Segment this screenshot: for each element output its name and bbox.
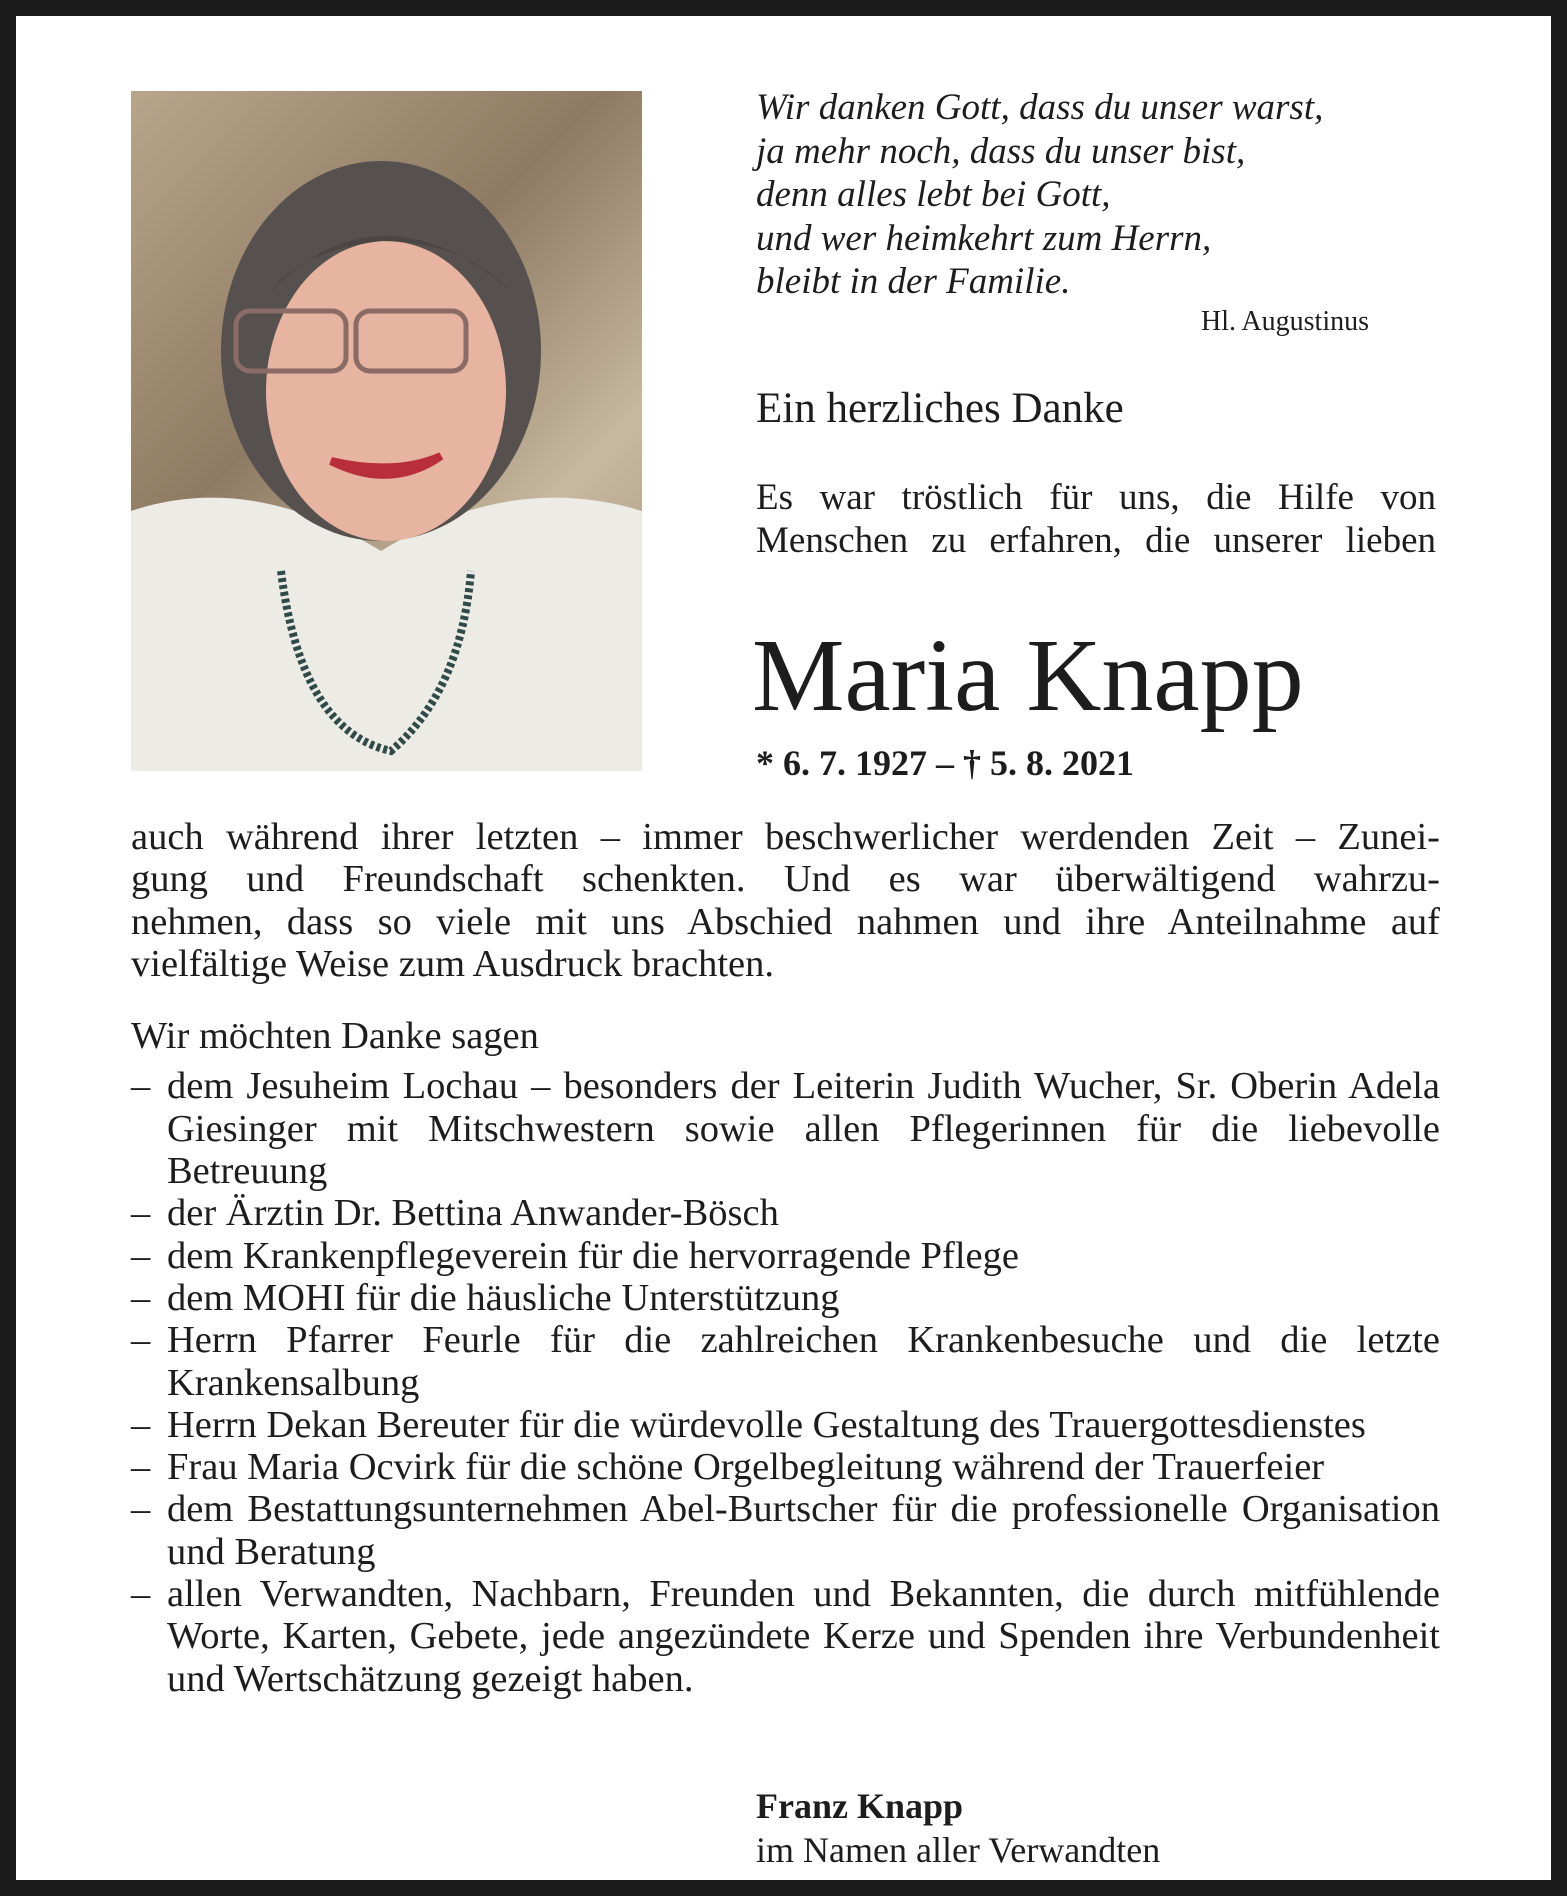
dash: –: [131, 1573, 151, 1616]
dash: –: [131, 1276, 151, 1319]
signature-note: im Namen aller Verwandten: [756, 1830, 1161, 1870]
dash: –: [131, 1319, 151, 1362]
list-item: [131, 1235, 1440, 1277]
intro-text: [756, 476, 1436, 562]
list-item-text: dem Krankenpflegeverein für die hervorragende Pflege: [167, 1234, 1019, 1277]
list-item-text: der Ärztin Dr. Bettina Anwander-Bösch: [167, 1192, 779, 1235]
body-line: nehmen, dass so viele mit uns Abschied nahmen und ihre Anteilnahme auf: [131, 900, 1440, 943]
list-item: [131, 1488, 1440, 1573]
list-item: [131, 1404, 1440, 1446]
list-item-text: Herrn Pfarrer Feurle für die zahlreichen Krankenbesuche und die letzte Krankensalbung: [167, 1319, 1440, 1404]
dash: –: [131, 1065, 151, 1108]
dash: –: [131, 1192, 151, 1235]
dash: –: [131, 1446, 151, 1489]
list-item: [131, 1065, 1440, 1192]
dash: –: [131, 1234, 151, 1277]
list-item-text: Frau Maria Ocvirk für die schöne Orgelbegleitung während der Trauerfeier: [167, 1446, 1325, 1489]
quote-line: und wer heimkehrt zum Herrn,: [756, 217, 1212, 259]
quote-line: Wir danken Gott, dass du unser warst,: [756, 87, 1324, 128]
heading: Ein herzliches Danke: [756, 385, 1124, 432]
list-item-text: dem Bestattungsunternehmen Abel-Burtscher für die professionelle Organisation und Beratung: [167, 1488, 1440, 1573]
quote-line: bleibt in der Familie.: [756, 261, 1071, 302]
quote-line: ja mehr noch, dass du unser bist,: [756, 130, 1246, 172]
obituary-page: [16, 16, 1551, 1880]
quote: [756, 86, 1323, 304]
dash: –: [131, 1488, 151, 1531]
body-text: [131, 816, 1440, 1700]
list-item: [131, 1277, 1440, 1319]
list-item: [131, 1573, 1440, 1700]
signature-name: Franz Knapp: [756, 1786, 964, 1826]
list-item-text: dem Jesuheim Lochau – besonders der Leiterin Judith Wucher, Sr. Oberin Adela Giesinger mit Mitschwestern sowie allen Pflegerinnen für die liebevolle Betreuung: [167, 1065, 1440, 1193]
list-item: [131, 1192, 1440, 1234]
list-item-text: Herrn Dekan Bereuter für die würdevolle Gestaltung des Trauergottesdienstes: [167, 1403, 1366, 1446]
body-line: vielfältige Weise zum Ausdruck brachten.: [131, 942, 774, 985]
thanks-intro: Wir möchten Danke sagen: [131, 1015, 539, 1058]
deceased-name: Maria Knapp: [752, 618, 1304, 733]
list-item: [131, 1319, 1440, 1404]
life-dates: * 6. 7. 1927 – † 5. 8. 2021: [756, 743, 1134, 783]
body-line: auch während ihrer letzten – immer beschwerlicher werdenden Zeit – Zunei-: [131, 816, 1440, 858]
quote-author: Hl. Augustinus: [1200, 306, 1369, 337]
list-item-text: allen Verwandten, Nachbarn, Freunden und Bekannten, die durch mitfühlende Worte, Karten, Gebete, jede angezündete Kerze und Spenden ihre Verbundenheit und Wertschätzung gezeigt haben.: [167, 1573, 1440, 1700]
list-item: [131, 1446, 1440, 1488]
intro-line: Es war tröstlich für uns, die Hilfe von: [756, 477, 1436, 518]
thanks-list: [131, 1065, 1440, 1699]
quote-line: denn alles lebt bei Gott,: [756, 174, 1111, 215]
body-line: gung und Freundschaft schenkten. Und es war überwältigend wahrzu-: [131, 858, 1440, 901]
list-item-text: dem MOHI für die häusliche Unterstützung: [167, 1276, 840, 1319]
intro-line: Menschen zu erfahren, die unserer lieben: [756, 520, 1436, 561]
portrait-photo: [131, 91, 642, 771]
portrait-image: [131, 91, 642, 771]
dash: –: [131, 1403, 151, 1446]
signature: [756, 1784, 1160, 1872]
